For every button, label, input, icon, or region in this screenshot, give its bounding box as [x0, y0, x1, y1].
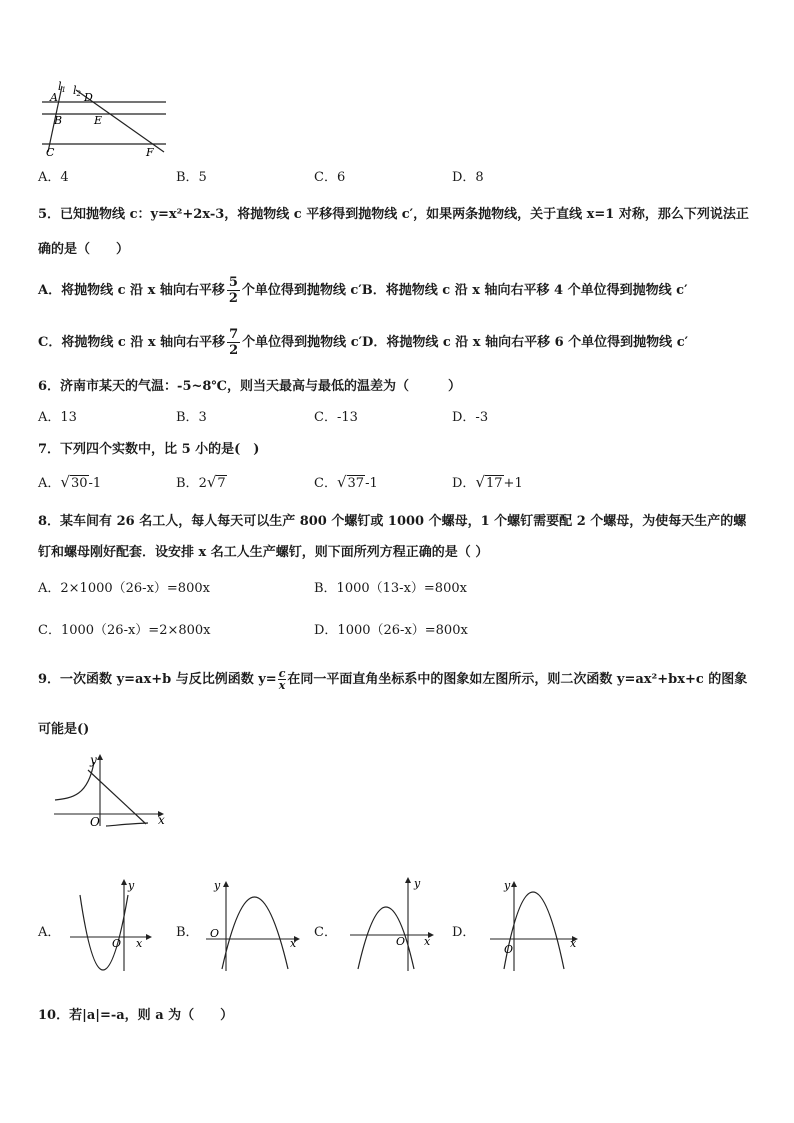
- svg-text:O: O: [112, 937, 122, 950]
- q5-stem-line1: 5．已知抛物线 c：y=x²+2x-3，将抛物线 c 平移得到抛物线 c′，如果两条抛物线，关于直线 x=1 对称，那么下列说法正: [38, 207, 749, 222]
- label-A: A: [50, 91, 58, 104]
- q4-geometry-figure: [36, 80, 176, 160]
- q8-option-d: D．1000（26-x）=800x: [314, 623, 468, 638]
- q5-stem-line2: 确的是（ ）: [38, 242, 130, 257]
- q9-option-b-label: B．: [176, 925, 199, 940]
- svg-text:O: O: [504, 943, 514, 956]
- radicand: 37: [347, 476, 365, 491]
- svg-text:x: x: [570, 937, 577, 950]
- q4-option-a: A．4: [38, 170, 69, 185]
- radical-sign: √: [475, 473, 485, 491]
- q9-option-b-graph: [202, 875, 306, 975]
- q10-stem: 10．若|a|=-a，则 a 为（ ）: [38, 1008, 234, 1023]
- q6-option-d: D．-3: [452, 410, 489, 425]
- q6-option-c: C．-13: [314, 410, 358, 425]
- label-C: C: [46, 146, 55, 159]
- origin-label: O: [90, 815, 100, 828]
- q9-reference-graph: [50, 752, 165, 828]
- q6-stem: 6．济南市某天的气温：-5~8℃，则当天最高与最低的温差为（ ）: [38, 379, 462, 394]
- q9-option-a-label: A．: [38, 925, 61, 940]
- svg-text:O: O: [396, 935, 406, 948]
- label-l2: l2: [73, 84, 81, 98]
- q9-stem-suffix: 在同一平面直角坐标系中的图象如左图所示，则二次函数 y=ax²+bx+c 的图象: [287, 672, 748, 687]
- q7-option-c: C．√37-1: [314, 473, 378, 491]
- q7-option-a: A．√30-1: [38, 473, 102, 491]
- svg-text:x: x: [424, 935, 431, 948]
- q9-stem-prefix: 9．一次函数 y=ax+b 与反比例函数 y=: [38, 672, 277, 687]
- q7-option-b: B．2√7: [176, 473, 226, 491]
- q5-option-a-prefix: A．将抛物线 c 沿 x 轴向右平移: [38, 283, 225, 298]
- q4-option-b: B．5: [176, 170, 207, 185]
- q5-option-c-prefix: C．将抛物线 c 沿 x 轴向右平移: [38, 335, 226, 350]
- radical-sign: √: [336, 473, 347, 491]
- q5-option-c-suffix: 个单位得到抛物线 c′D．将抛物线 c 沿 x 轴向右平移 6 个单位得到抛物线 c′: [242, 335, 689, 350]
- q9-option-d-graph: [486, 875, 584, 975]
- q8-stem-line1: 8．某车间有 26 名工人，每人每天可以生产 800 个螺钉或 1000 个螺母，1 个螺钉需要配 2 个螺母，为使每天生产的螺: [38, 514, 747, 529]
- q5-option-a-b: [38, 276, 688, 305]
- svg-text:y: y: [214, 879, 221, 892]
- hyperbola-branch-right: [106, 823, 148, 826]
- q8-option-b: B．1000（13-x）=800x: [314, 581, 467, 596]
- q6-option-a: A．13: [38, 410, 77, 425]
- q9-stem-line1: [38, 668, 747, 691]
- q9-option-c-graph: [344, 875, 440, 975]
- label-l1: l1: [58, 80, 66, 94]
- label-E: E: [94, 114, 103, 127]
- fraction-c-over-x: $\frac{c}{x}$: [278, 667, 286, 692]
- q8-option-c: C．1000（26-x）=2×800x: [38, 623, 211, 638]
- y-label: y: [90, 753, 97, 767]
- fraction-7-2: $\frac{7}{2}$: [229, 327, 239, 358]
- svg-text:O: O: [210, 927, 220, 940]
- label-F: F: [146, 146, 154, 159]
- q8-stem-line2: 钉和螺母刚好配套．设安排 x 名工人生产螺钉，则下面所列方程正确的是（ ）: [38, 545, 489, 560]
- parabola-down: [504, 892, 564, 969]
- q5-option-a-suffix: 个单位得到抛物线 c′B．将抛物线 c 沿 x 轴向右平移 4 个单位得到抛物线 c′: [241, 283, 688, 298]
- parabola-down: [358, 907, 414, 969]
- q7-option-d: D．√17+1: [452, 473, 523, 491]
- label-B: B: [54, 114, 63, 127]
- q9-option-a-graph: [66, 875, 156, 975]
- svg-text:y: y: [504, 879, 511, 892]
- radical-sign: √: [206, 473, 217, 491]
- q7-stem: 7．下列四个实数中，比 5 小的是( ): [38, 442, 260, 457]
- radicand: 17: [486, 476, 503, 491]
- parabola-up: [80, 895, 128, 970]
- hyperbola-branch-left: [55, 762, 94, 800]
- radicand: 7: [217, 476, 226, 491]
- y-axis-arrow: [97, 754, 103, 760]
- q8-option-a: A．2×1000（26-x）=800x: [38, 581, 210, 596]
- q9-option-c-label: C．: [314, 925, 337, 940]
- svg-text:y: y: [128, 879, 135, 892]
- svg-text:y: y: [414, 877, 421, 890]
- q6-option-b: B．3: [176, 410, 207, 425]
- fraction-5-2: $\frac{5}{2}$: [228, 275, 238, 306]
- parabola-down: [222, 897, 288, 969]
- radical-sign: √: [60, 473, 70, 491]
- label-D: D: [84, 91, 93, 104]
- x-label: x: [158, 813, 165, 827]
- q4-option-d: D．8: [452, 170, 484, 185]
- q5-option-c-d: [38, 328, 688, 357]
- q9-option-d-label: D．: [452, 925, 476, 940]
- q9-stem-line2: 可能是(): [38, 722, 90, 737]
- radicand: 30: [70, 476, 88, 491]
- svg-text:x: x: [290, 937, 297, 950]
- q4-option-c: C．6: [314, 170, 346, 185]
- svg-text:x: x: [136, 937, 143, 950]
